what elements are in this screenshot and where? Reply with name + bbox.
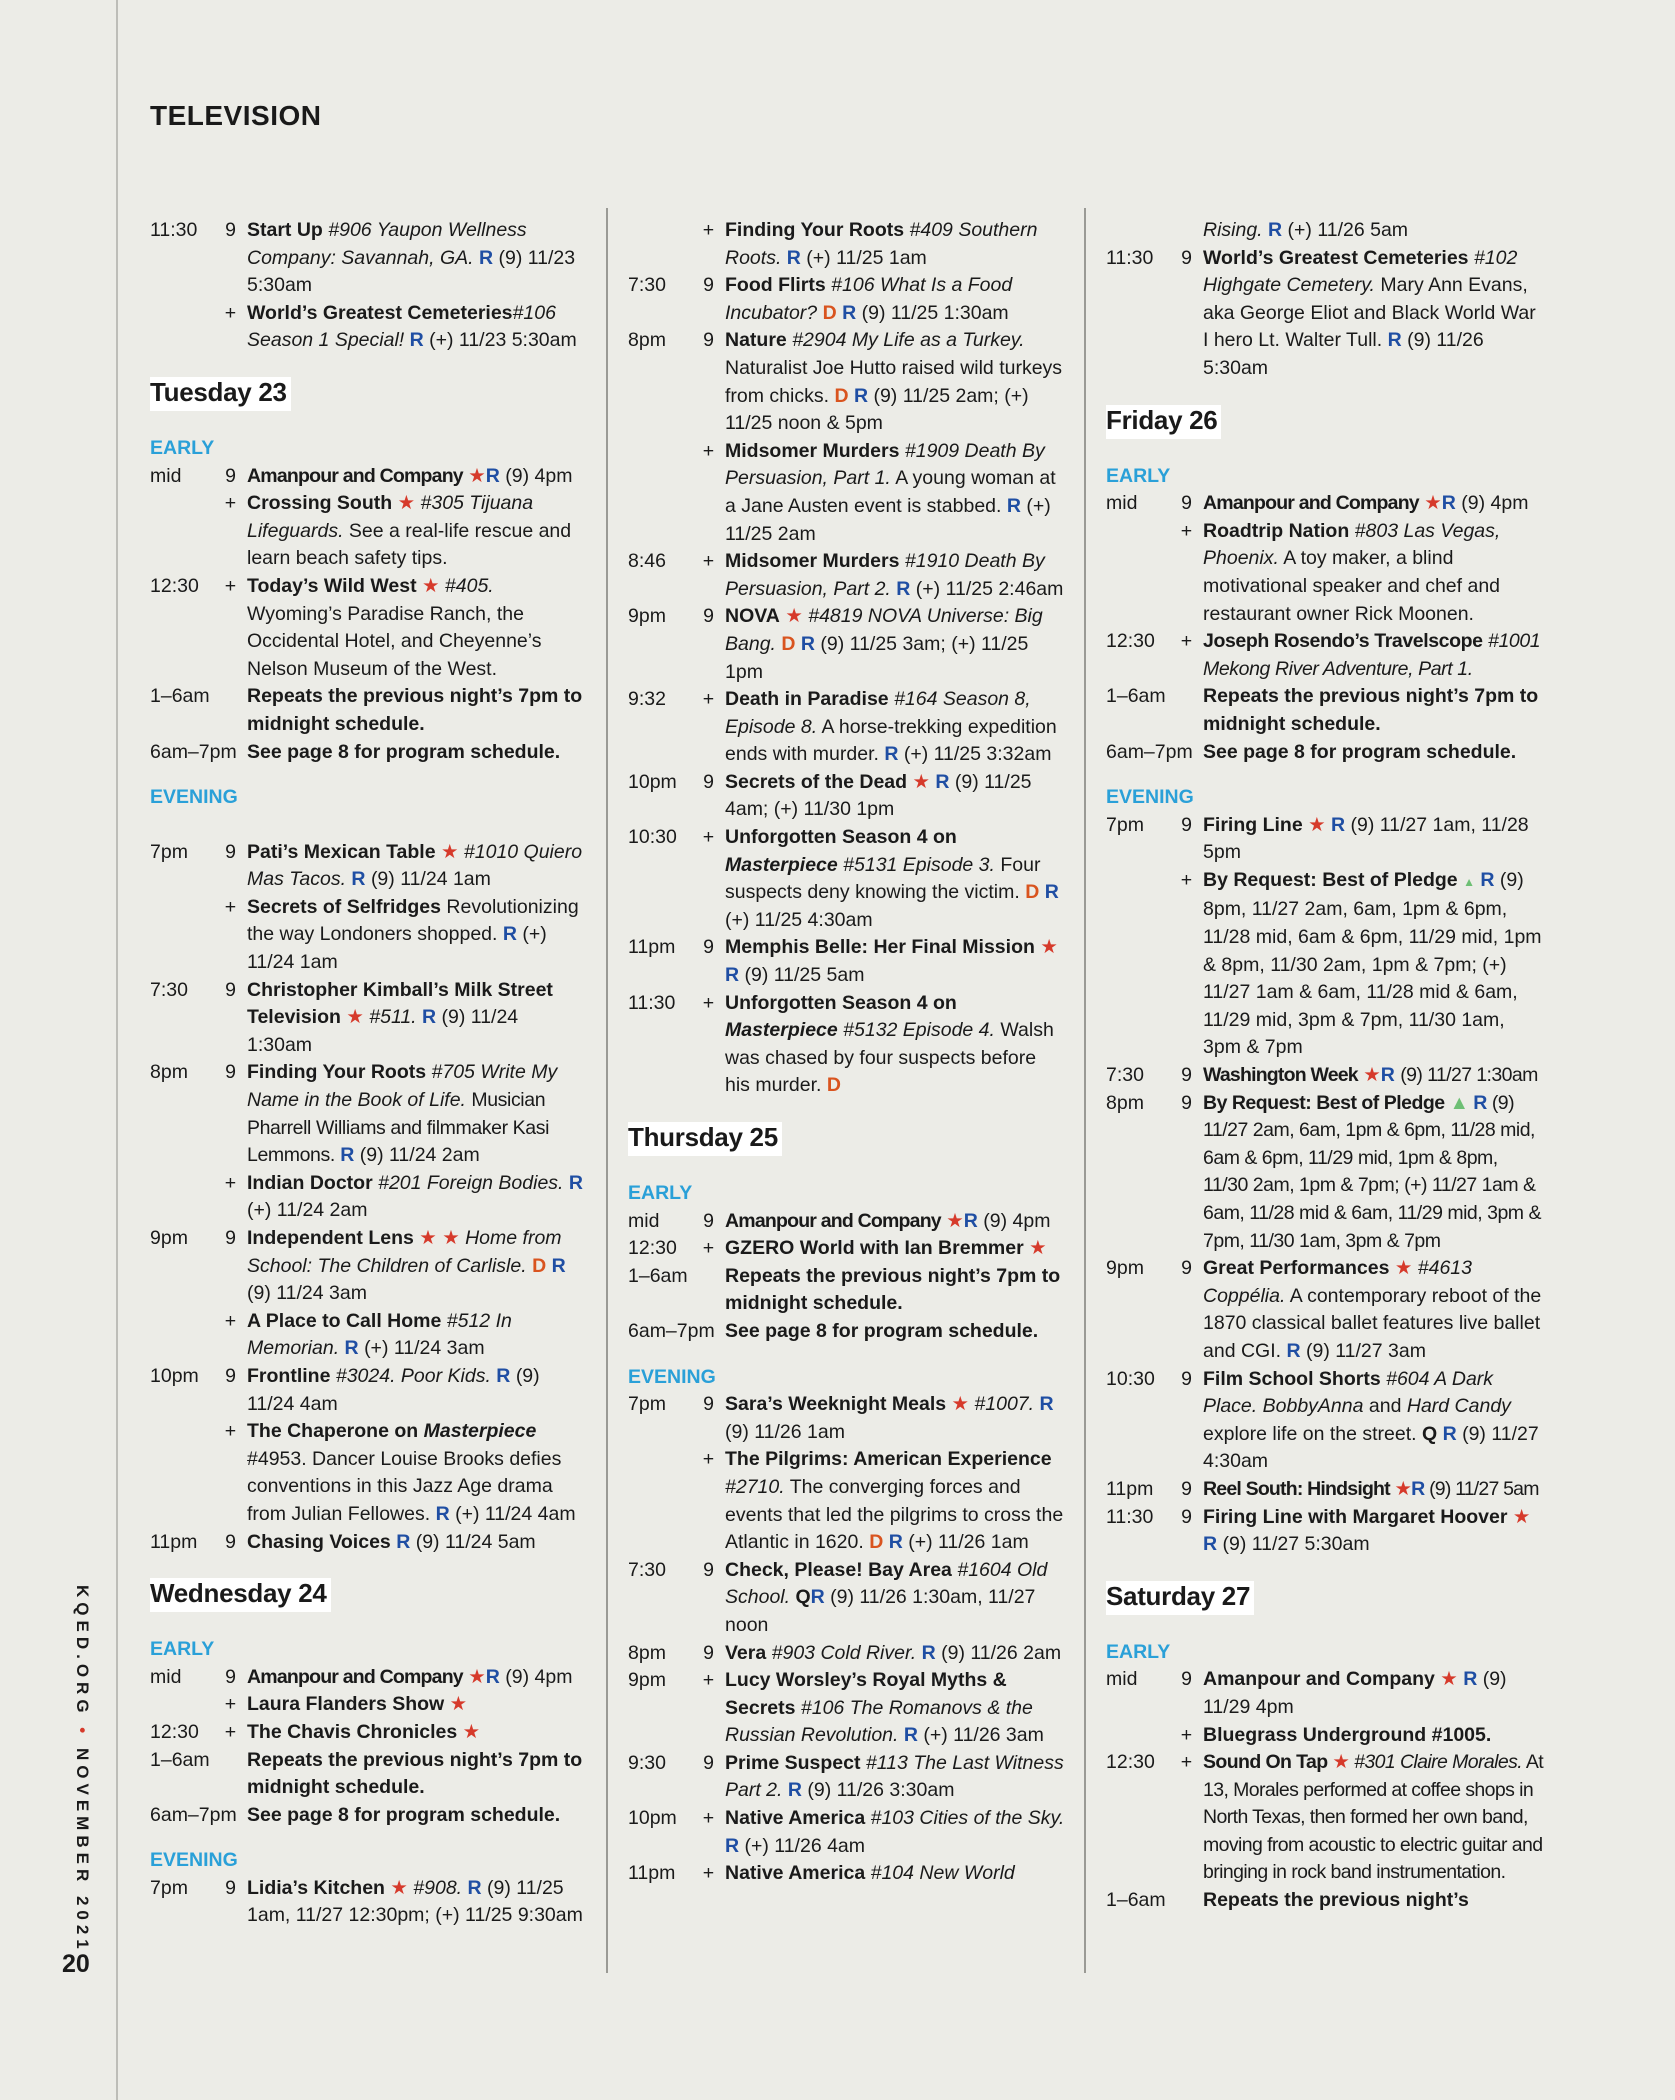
program-title: Film School Shorts <box>1203 1367 1381 1390</box>
footer-site: KQED.ORG <box>73 1585 92 1718</box>
program-title: Food Flirts <box>725 274 826 297</box>
listing: Rising. R (+) 11/26 5am <box>1203 219 1409 241</box>
repeat-icon: R <box>903 1724 918 1747</box>
listing: 11pm 9 Chasing Voices R (9) 11/24 5am <box>150 1530 536 1553</box>
repeat-icon: R <box>502 923 517 946</box>
program-title: Vera <box>725 1641 767 1664</box>
star-icon: ★ <box>946 1209 964 1232</box>
star-icon: ★ <box>785 605 803 628</box>
program-title: NOVA <box>725 605 780 628</box>
listing: 9pm 9 NOVA ★ #4819 NOVA Universe: Big Bang. D R (9) 11/25 3am; (+) 11/25 1pm <box>628 605 1043 683</box>
listing: 8pm 9 Vera #903 Cold River. R (9) 11/26 2am <box>628 1641 1062 1664</box>
program-title: Sound On Tap <box>1203 1751 1328 1774</box>
repeat-icon: R <box>551 1254 566 1277</box>
early-label: EARLY <box>1106 1640 1171 1663</box>
listing: 9:32 + Death in Paradise #164 Season 8, Episode 8. A horse-trekking expedition ends with murder. R (+) 11/25 3:32am <box>628 688 1057 766</box>
star-icon: ★ <box>1394 1257 1413 1280</box>
captioned-icon: Q <box>795 1586 811 1609</box>
repeat-icon: R <box>1480 868 1495 891</box>
listing: 11pm + Native America #104 New World <box>628 1862 1015 1885</box>
listing: 12:30 + Today’s Wild West ★ #405. Wyoming’s Paradise Ranch, the Occidental Hotel, and Cheyenne’s Nelson Museum of the West. <box>150 574 542 680</box>
listing: 11:30 9 Start Up #906 Yaupon Wellness Company: Savannah, GA. R (9) 11/23 5:30am <box>150 219 576 297</box>
repeat-icon: R <box>1268 219 1283 241</box>
program-title: Start Up <box>247 219 323 241</box>
star-icon: ★ <box>441 840 459 863</box>
listing: 12:30 + Sound On Tap ★ #301 Claire Morales. At 13, Morales performed at coffee shops in North Texas, then formed her own band, moving from acoustic to electric guitar and bringing in rock band instrumentation. <box>1106 1751 1544 1884</box>
repeat-icon: R <box>963 1209 978 1232</box>
listing: 8pm 9 Finding Your Roots #705 Write My Name in the Book of Life. Musician Pharrell Williams and filmmaker Kasi Lemmons. R (9) 11/24 2am <box>150 1061 558 1167</box>
repeat-icon: R <box>485 464 500 487</box>
star-icon: ★ <box>346 1006 364 1029</box>
listing: + Midsomer Murders #1909 Death By Persuasion, Part 1. A young woman at a Jane Austen event is stabbed. R (+) 11/25 2am <box>702 439 1056 545</box>
program-title: Memphis Belle: Her Final Mission <box>725 936 1035 959</box>
program-title: Crossing South <box>247 492 393 515</box>
program-title: Finding Your Roots <box>247 1061 427 1084</box>
program-title: Midsomer Murders <box>725 550 900 573</box>
repeat-icon: R <box>568 1171 583 1194</box>
program-title: Death in Paradise <box>725 688 889 711</box>
schedule-column-2 <box>628 217 1066 1888</box>
star-icon: ★ <box>1512 1505 1531 1528</box>
program-title: Secrets of the Dead <box>725 770 908 793</box>
program-title: Bluegrass Underground <box>1203 1723 1427 1746</box>
program-title: By Request: Best of Pledge <box>1203 868 1458 891</box>
program-title: Native America <box>725 1862 866 1885</box>
listing: 6am–7pm See page 8 for program schedule. <box>150 1803 561 1826</box>
schedule-column-3 <box>1106 217 1546 1915</box>
repeat-icon: R <box>786 246 801 269</box>
repeat-icon: R <box>1473 1091 1487 1114</box>
listing: mid 9 Amanpour and Company ★R (9) 4pm <box>150 1665 573 1688</box>
program-title: Secrets of Selfridges <box>247 895 441 918</box>
listing: 12:30 + GZERO World with Ian Bremmer ★ <box>628 1237 1047 1260</box>
early-label: EARLY <box>150 436 215 459</box>
listing: + Finding Your Roots #409 Southern Roots. R (+) 11/25 1am <box>702 219 1038 269</box>
listing: 11pm 9 Reel South: Hindsight ★R (9) 11/27 5am <box>1106 1477 1539 1500</box>
listing: 9pm 9 Great Performances ★ #4613 Coppélia. A contemporary reboot of the 1870 classical ballet features live ballet and CGI. R (9) 11/27 3am <box>1106 1257 1542 1362</box>
listing: 1–6am Repeats the previous night’s 7pm to midnight schedule. <box>1106 685 1539 735</box>
listing: mid 9 Amanpour and Company ★ R (9) 11/29 4pm <box>1106 1668 1507 1718</box>
program-title: World’s Greatest Cemeteries <box>247 301 513 324</box>
repeat-icon: R <box>1039 1393 1054 1416</box>
evening-label: EVENING <box>150 1849 238 1872</box>
program-title: GZERO World with Ian Bremmer <box>725 1237 1024 1260</box>
column-divider <box>606 208 608 1973</box>
description-icon: D <box>781 632 796 655</box>
repeat-icon: R <box>1387 329 1402 352</box>
listing: 1–6am Repeats the previous night’s 7pm to midnight schedule. <box>628 1264 1061 1315</box>
listing: 12:30 + Joseph Rosendo’s Travelscope #1001 Mekong River Adventure, Part 1. <box>1106 630 1541 680</box>
listing: 8pm 9 Nature #2904 My Life as a Turkey. Naturalist Joe Hutto raised wild turkeys from chicks. D R (9) 11/25 2am; (+) 11/25 noon & 5pm <box>628 329 1063 435</box>
repeat-icon: R <box>1463 1668 1478 1691</box>
repeat-icon: R <box>725 964 740 987</box>
program-title: Chasing Voices <box>247 1530 391 1553</box>
listing: 11:30 + Unforgotten Season 4 on Masterpiece #5132 Episode 4. Walsh was chased by four suspects before his murder. D <box>628 991 1054 1097</box>
listing: 8:46 + Midsomer Murders #1910 Death By Persuasion, Part 2. R (+) 11/25 2:46am <box>628 550 1064 600</box>
listing: 7pm 9 Sara’s Weeknight Meals ★ #1007. R (9) 11/26 1am <box>628 1393 1054 1443</box>
captioned-icon: Q <box>1421 1422 1438 1445</box>
program-title: A Place to Call Home <box>247 1309 442 1332</box>
program-title: Midsomer Murders <box>725 439 900 462</box>
listing: + Roadtrip Nation #803 Las Vegas, Phoenix. A toy maker, a blind motivational speaker and chef and restaurant owner Rick Moonen. <box>1180 519 1501 625</box>
star-icon: ★ <box>390 1876 408 1899</box>
program-title: World’s Greatest Cemeteries <box>1203 246 1469 269</box>
program-title: Nature <box>725 329 787 352</box>
repeat-icon: R <box>344 1337 359 1360</box>
listing: + Indian Doctor #201 Foreign Bodies. R (+) 11/24 2am <box>224 1171 583 1222</box>
program-title: Indian Doctor <box>247 1171 373 1194</box>
listing: + Bluegrass Underground #1005. <box>1180 1723 1492 1746</box>
repeat-icon: R <box>1380 1064 1395 1087</box>
repeat-icon: R <box>422 1006 437 1029</box>
repeat-icon: R <box>1411 1477 1425 1500</box>
listing: 7:30 9 Food Flirts #106 What Is a Food Incubator? D R (9) 11/25 1:30am <box>628 274 1013 324</box>
repeat-icon: R <box>810 1586 825 1609</box>
repeat-icon: R <box>1442 1422 1457 1445</box>
early-label: EARLY <box>628 1182 693 1204</box>
repeat-icon: R <box>496 1364 511 1387</box>
repeat-icon: R <box>853 384 869 407</box>
repeat-icon: R <box>478 246 494 269</box>
triangle-icon: ▲ <box>1449 1091 1469 1114</box>
day-heading: Tuesday 23 <box>150 377 291 411</box>
star-icon: ★ <box>1394 1477 1412 1500</box>
star-icon: ★ <box>1040 936 1058 959</box>
program-title: The Pilgrims: American Experience <box>725 1448 1052 1471</box>
program-title: Frontline <box>247 1364 331 1387</box>
repeat-icon: R <box>396 1530 411 1553</box>
program-title: Great Performances <box>1203 1257 1390 1280</box>
star-icon: ★ <box>397 492 416 515</box>
day-heading: Saturday 27 <box>1106 1581 1254 1615</box>
footer-vertical-label <box>66 1585 92 1954</box>
program-title: Amanpour and Company <box>247 464 463 487</box>
footer-issue: NOVEMBER 2021 <box>73 1747 92 1954</box>
repeat-icon: R <box>921 1641 936 1664</box>
day-heading: Wednesday 24 <box>150 1578 331 1612</box>
description-icon: D <box>1025 881 1040 904</box>
program-title: Lidia’s Kitchen <box>247 1876 385 1899</box>
description-icon: D <box>869 1531 884 1554</box>
program-title: Unforgotten Season 4 on <box>725 826 957 849</box>
repeat-icon: R <box>1286 1339 1301 1362</box>
listing: 7:30 9 Check, Please! Bay Area #1604 Old School. QR (9) 11/26 1:30am, 11/27 noon <box>628 1558 1048 1636</box>
repeat-icon: R <box>1441 492 1456 515</box>
program-title: Amanpour and Company <box>725 1209 941 1232</box>
repeat-icon: R <box>340 1144 355 1167</box>
listing: 9:30 9 Prime Suspect #113 The Last Witness Part 2. R (9) 11/26 3:30am <box>628 1751 1064 1802</box>
listing: 8pm 9 By Request: Best of Pledge ▲ R (9) 11/27 2am, 6am, 1pm & 6pm, 11/28 mid, 6am & 6pm, 11/29 mid, 1pm & 8pm, 11/30 2am, 1pm & 7pm; (+) 11/27 1am & 6am, 11/28 mid & 6am, 11/29 mid, 3pm & 7pm, 11/30 1am, 3pm & 7pm <box>1106 1091 1541 1252</box>
repeat-icon: R <box>1006 494 1021 517</box>
star-icon: ★ <box>1440 1668 1458 1691</box>
day-heading: Friday 26 <box>1106 405 1221 439</box>
listing: 10pm + Native America #103 Cities of the Sky. R (+) 11/26 4am <box>628 1807 1065 1857</box>
program-title: Roadtrip Nation <box>1203 519 1350 542</box>
program-title: Amanpour and Company <box>247 1665 463 1688</box>
program-title: Check, Please! Bay Area <box>725 1558 952 1581</box>
program-title: Pati’s Mexican Table <box>247 840 436 863</box>
listing: mid 9 Amanpour and Company ★R (9) 4pm <box>628 1209 1051 1232</box>
repeat-icon: R <box>409 329 424 352</box>
listing: mid 9 Amanpour and Company ★R (9) 4pm <box>1106 492 1529 515</box>
repeat-icon: R <box>1331 813 1346 836</box>
listing: 10pm 9 Frontline #3024. Poor Kids. R (9) 11/24 4am <box>150 1364 540 1415</box>
program-title: Firing Line <box>1203 813 1303 836</box>
repeat-icon: R <box>435 1502 450 1525</box>
repeat-icon: R <box>351 868 366 891</box>
page-number: 20 <box>62 1950 90 1978</box>
program-title: Finding Your Roots <box>725 219 905 241</box>
listing: 7:30 9 Christopher Kimball’s Milk Street Television ★ #511. R (9) 11/24 1:30am <box>150 978 553 1056</box>
program-title: Christopher Kimball’s Milk Street Television <box>247 978 553 1029</box>
description-icon: D <box>822 301 837 324</box>
program-title: Today’s Wild West <box>247 574 417 597</box>
star-icon: ★ <box>449 1693 468 1716</box>
listing: 11:30 9 World’s Greatest Cemeteries #102 Highgate Cemetery. Mary Ann Evans, aka George Eliot and Black World War I hero Lt. Walter Tull. R (9) 11/26 5:30am <box>1106 246 1536 379</box>
listing: 6am–7pm See page 8 for program schedule. <box>628 1319 1039 1342</box>
early-label: EARLY <box>1106 464 1171 487</box>
listing: + Crossing South ★ #305 Tijuana Lifeguards. See a real-life rescue and learn beach safety tips. <box>224 492 572 570</box>
listing: 11:30 9 Firing Line with Margaret Hoover ★ R (9) 11/27 5:30am <box>1106 1505 1531 1556</box>
program-title: Amanpour and Company <box>1203 1668 1435 1691</box>
star-icon: ★ <box>422 574 440 597</box>
listing: 10:30 + Unforgotten Season 4 on Masterpiece #5131 Episode 3. Four suspects deny knowing the victim. D R (+) 11/25 4:30am <box>628 826 1059 931</box>
star-icon: ★ <box>951 1393 969 1416</box>
program-title: Joseph Rosendo’s Travelscope <box>1203 630 1483 653</box>
listing: 1–6am Repeats the previous night’s 7pm to midnight schedule. <box>150 685 583 735</box>
listing: + The Pilgrims: American Experience #2710. The converging forces and events that led the pilgrims to cross the Atlantic in 1620. D R (+) 11/26 1am <box>702 1448 1064 1554</box>
program-title: Sara’s Weeknight Meals <box>725 1393 947 1416</box>
star-icon: ★ <box>1029 1237 1047 1260</box>
star-icon: ★ <box>442 1227 460 1249</box>
description-icon: D <box>834 384 849 407</box>
listing: 7pm 9 Lidia’s Kitchen ★ #908. R (9) 11/25 1am, 11/27 12:30pm; (+) 11/25 9:30am <box>150 1876 583 1927</box>
listing: + World’s Greatest Cemeteries#106 Season 1 Special! R (+) 11/23 5:30am <box>224 301 577 352</box>
listing: 12:30 + The Chavis Chronicles ★ <box>150 1720 481 1743</box>
program-title: Washington Week <box>1203 1064 1358 1087</box>
program-title: Amanpour and Company <box>1203 492 1419 515</box>
repeat-icon: R <box>800 632 815 655</box>
evening-label: EVENING <box>1106 786 1194 809</box>
program-title: Lucy Worsley’s Royal Myths & Secrets <box>725 1669 1007 1719</box>
star-icon: ★ <box>462 1720 481 1743</box>
listing: 7pm 9 Firing Line ★ R (9) 11/27 1am, 11/28 5pm <box>1106 813 1529 864</box>
description-icon: D <box>532 1254 547 1277</box>
repeat-icon: R <box>896 577 911 600</box>
page-margin-rule <box>116 0 118 2100</box>
listing: 9pm + Lucy Worsley’s Royal Myths & Secrets #106 The Romanovs & the Russian Revolution. R (+) 11/26 3am <box>628 1669 1044 1747</box>
triangle-icon: ▲ <box>1463 874 1475 889</box>
program-title: Reel South: Hindsight <box>1203 1477 1390 1500</box>
day-heading: Thursday 25 <box>628 1122 782 1156</box>
star-icon: ★ <box>1332 1751 1350 1774</box>
column-divider <box>1084 208 1086 1973</box>
listing: + Laura Flanders Show ★ <box>224 1693 468 1716</box>
repeat-icon: R <box>1044 881 1059 904</box>
repeat-icon: R <box>1203 1533 1218 1556</box>
schedule-column-1 <box>150 217 588 1930</box>
description-icon: D <box>826 1074 841 1097</box>
repeat-icon: R <box>842 301 857 324</box>
early-label: EARLY <box>150 1638 215 1661</box>
program-title: The Chaperone on <box>247 1420 419 1443</box>
listing: + By Request: Best of Pledge ▲ R (9) 8pm, 11/27 2am, 6am, 1pm & 6pm, 11/28 mid, 6am & 6pm, 11/29 mid, 1pm & 8pm, 11/30 2am, 1pm & 7pm; (+) 11/27 1am & 6am, 11/28 mid & 6am, 11/29 mid, 3pm & 7pm, 11/30 1am, 3pm & 7pm <box>1180 868 1542 1059</box>
star-icon: ★ <box>419 1227 437 1249</box>
program-title: By Request: Best of Pledge <box>1203 1091 1445 1114</box>
star-icon: ★ <box>1363 1064 1381 1087</box>
listing: 1–6am Repeats the previous night’s 7pm to midnight schedule. <box>150 1748 583 1799</box>
program-title: The Chavis Chronicles <box>247 1720 458 1743</box>
listing: mid 9 Amanpour and Company ★R (9) 4pm <box>150 464 573 487</box>
program-title: Native America <box>725 1807 866 1830</box>
repeat-icon: R <box>725 1834 740 1857</box>
repeat-icon: R <box>787 1779 802 1802</box>
repeat-icon: R <box>935 770 950 793</box>
evening-label: EVENING <box>150 786 238 809</box>
listing: + Secrets of Selfridges Revolutionizing the way Londoners shopped. R (+) 11/24 1am <box>224 895 579 974</box>
star-icon: ★ <box>1308 813 1326 836</box>
program-title: Independent Lens <box>247 1227 414 1249</box>
listing: + A Place to Call Home #512 In Memorian. R (+) 11/24 3am <box>224 1309 512 1360</box>
section-title: TELEVISION <box>150 100 322 131</box>
program-title: Laura Flanders Show <box>247 1693 445 1716</box>
listing: 11pm 9 Memphis Belle: Her Final Mission ★ R (9) 11/25 5am <box>628 936 1058 987</box>
footer-separator: • <box>73 1727 92 1739</box>
listing: 10:30 9 Film School Shorts #604 A Dark Place. BobbyAnna and Hard Candy explore life on the street. Q R (9) 11/27 4:30am <box>1106 1367 1539 1473</box>
listing: 6am–7pm See page 8 for program schedule. <box>1106 740 1517 763</box>
listing: 1–6am Repeats the previous night’s <box>1106 1889 1469 1912</box>
repeat-icon: R <box>485 1665 500 1688</box>
program-title: Unforgotten Season 4 on <box>725 991 957 1014</box>
repeat-icon: R <box>888 1531 903 1554</box>
listing: + The Chaperone on Masterpiece #4953. Dancer Louise Brooks defies conventions in this Jazz Age drama from Julian Fellowes. R (+) 11/24 4am <box>224 1420 576 1525</box>
program-title: Firing Line with Margaret Hoover <box>1203 1505 1508 1528</box>
listing: 7pm 9 Pati’s Mexican Table ★ #1010 Quiero Mas Tacos. R (9) 11/24 1am <box>150 840 583 891</box>
listing: 6am–7pm See page 8 for program schedule. <box>150 740 561 763</box>
star-icon: ★ <box>468 464 486 487</box>
repeat-icon: R <box>467 1876 482 1899</box>
star-icon: ★ <box>468 1665 486 1688</box>
evening-label: EVENING <box>628 1365 716 1388</box>
listing: 9pm 9 Independent Lens ★ ★ Home from School: The Children of Carlisle. D R (9) 11/24 3am <box>150 1227 566 1305</box>
star-icon: ★ <box>1424 492 1442 515</box>
listing: 10pm 9 Secrets of the Dead ★ R (9) 11/25 4am; (+) 11/30 1pm <box>628 770 1032 821</box>
repeat-icon: R <box>884 743 899 766</box>
program-title: Prime Suspect <box>725 1751 861 1774</box>
star-icon: ★ <box>912 770 930 793</box>
listing: 7:30 9 Washington Week ★R (9) 11/27 1:30am <box>1106 1064 1538 1087</box>
